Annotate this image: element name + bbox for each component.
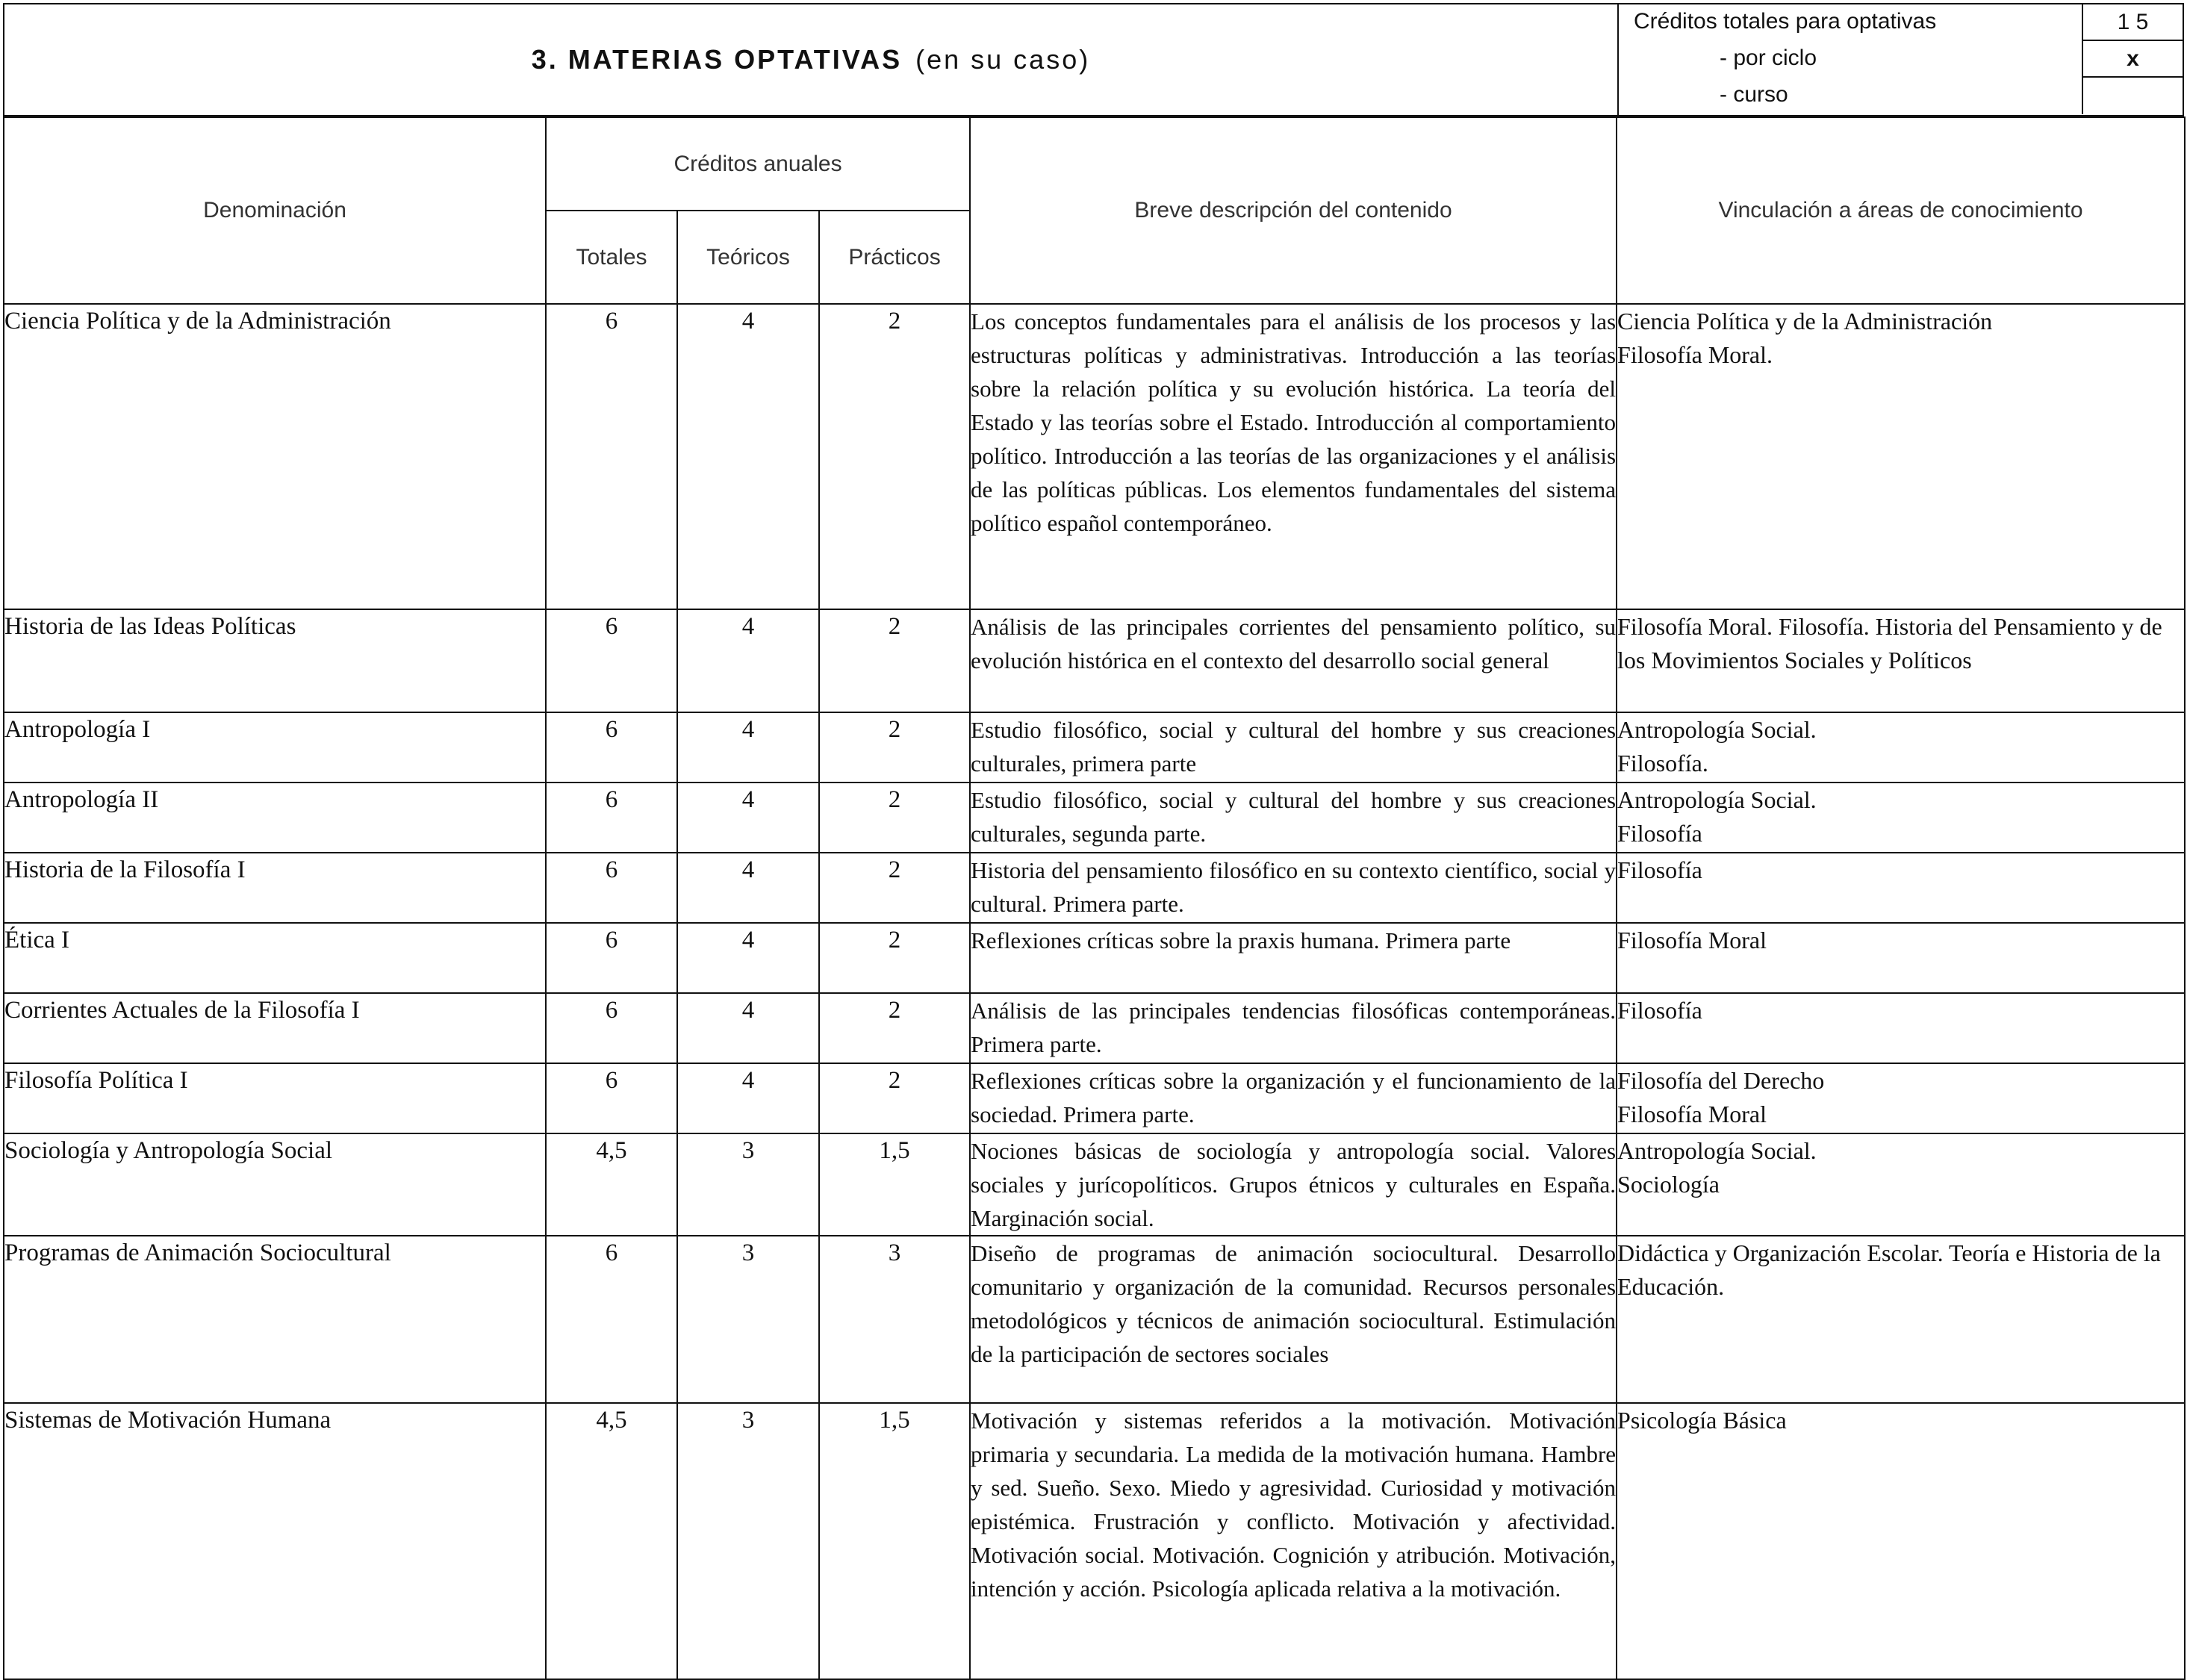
credits-totales: 4,5 <box>546 1133 677 1236</box>
table-row <box>4 993 2185 1063</box>
subject-name: Programas de Animación Sociocultural <box>4 1236 546 1403</box>
credits-practicos: 2 <box>819 1063 970 1133</box>
credits-per-course-label: - curso <box>1720 82 1788 107</box>
subject-name: Corrientes Actuales de la Filosofía I <box>4 993 546 1063</box>
knowledge-areas: Antropología Social. Sociología <box>1617 1133 2185 1236</box>
col-header-teoricos: Teóricos <box>677 211 819 304</box>
credits-totales: 6 <box>546 304 677 609</box>
table-row <box>4 923 2185 993</box>
credits-summary <box>1619 4 2183 115</box>
subject-name: Historia de las Ideas Políticas <box>4 609 546 712</box>
credits-practicos: 2 <box>819 304 970 609</box>
credits-totales: 6 <box>546 1063 677 1133</box>
credits-practicos: 2 <box>819 783 970 853</box>
credits-practicos: 2 <box>819 712 970 783</box>
credits-total-value: 1 5 <box>2082 4 2183 41</box>
credits-practicos: 2 <box>819 609 970 712</box>
credits-per-cycle-row <box>1619 41 2183 78</box>
subject-description: Estudio filosófico, social y cultural del hombre y sus creaciones culturales, segunda parte. <box>970 783 1617 853</box>
credits-teoricos: 3 <box>677 1236 819 1403</box>
credits-per-course-row <box>1619 78 2183 114</box>
subject-description: Motivación y sistemas referidos a la motivación. Motivación primaria y secundaria. La medida de la motivación humana. Hambre y sed. Sueño. Sexo. Miedo y agresividad. Curiosidad y motivación epistémica. Frustración y conflicto. Motivación y afectividad. Motivación social. Motivación. Cognición y atribución. Motivación, intención y acción. Psicología aplicada relativa a la motivación. <box>970 1403 1617 1679</box>
credits-per-cycle-label: - por ciclo <box>1720 46 1817 70</box>
curriculum-sheet <box>3 3 2184 1602</box>
knowledge-areas: Psicología Básica <box>1617 1403 2185 1679</box>
credits-totales: 6 <box>546 609 677 712</box>
knowledge-areas: Filosofía Moral. Filosofía. Historia del Pensamiento y de los Movimientos Sociales y Políticos <box>1617 609 2185 712</box>
col-header-totales: Totales <box>546 211 677 304</box>
knowledge-areas: Ciencia Política y de la Administración Filosofía Moral. <box>1617 304 2185 609</box>
table-row <box>4 1133 2185 1236</box>
subject-description: Los conceptos fundamentales para el análisis de los procesos y las estructuras políticas y administrativas. Introducción a las teorías sobre la relación política y su evolución histórica. La teoría del Estado y las teorías sobre el Estado. Introducción al comportamiento político. Introducción a las teorías de las organizaciones y el análisis de las políticas públicas. Los elementos fundamentales del sistema político español contemporáneo. <box>970 304 1617 609</box>
subject-name: Ciencia Política y de la Administración <box>4 304 546 609</box>
col-header-vinculacion: Vinculación a áreas de conocimiento <box>1617 117 2185 304</box>
credits-totales: 6 <box>546 1236 677 1403</box>
credits-practicos: 1,5 <box>819 1133 970 1236</box>
credits-teoricos: 4 <box>677 609 819 712</box>
subject-name: Ética I <box>4 923 546 993</box>
subject-description: Nociones básicas de sociología y antropología social. Valores sociales y jurícopolíticos. Grupos étnicos y culturales en España. Marginación social. <box>970 1133 1617 1236</box>
table-row <box>4 609 2185 712</box>
credits-totales: 6 <box>546 853 677 923</box>
subjects-table-header <box>4 117 2185 304</box>
credits-teoricos: 3 <box>677 1403 819 1679</box>
table-row <box>4 712 2185 783</box>
col-header-creditos: Créditos anuales <box>546 117 970 211</box>
subject-description: Análisis de las principales corrientes del pensamiento político, su evolución histórica en el contexto del desarrollo social general <box>970 609 1617 712</box>
section-header <box>3 3 2184 116</box>
knowledge-areas: Didáctica y Organización Escolar. Teoría e Historia de la Educación. <box>1617 1236 2185 1403</box>
section-title-suffix: (en su caso) <box>915 44 1091 75</box>
subject-description: Reflexiones críticas sobre la praxis humana. Primera parte <box>970 923 1617 993</box>
table-row <box>4 783 2185 853</box>
subjects-table-body <box>4 304 2185 1679</box>
credits-totales: 6 <box>546 923 677 993</box>
subject-description: Reflexiones críticas sobre la organización y el funcionamiento de la sociedad. Primera parte. <box>970 1063 1617 1133</box>
table-row <box>4 1236 2185 1403</box>
knowledge-areas: Antropología Social. Filosofía <box>1617 783 2185 853</box>
subjects-table <box>3 116 2186 1680</box>
subject-name: Historia de la Filosofía I <box>4 853 546 923</box>
col-header-denominacion: Denominación <box>4 117 546 304</box>
credits-per-cycle-value: x <box>2082 41 2183 78</box>
credits-practicos: 2 <box>819 853 970 923</box>
credits-practicos: 3 <box>819 1236 970 1403</box>
credits-teoricos: 3 <box>677 1133 819 1236</box>
credits-teoricos: 4 <box>677 1063 819 1133</box>
subject-description: Análisis de las principales tendencias filosóficas contemporáneas. Primera parte. <box>970 993 1617 1063</box>
knowledge-areas: Filosofía <box>1617 853 2185 923</box>
credits-total-row <box>1619 4 2183 41</box>
subject-name: Sistemas de Motivación Humana <box>4 1403 546 1679</box>
credits-teoricos: 4 <box>677 923 819 993</box>
col-header-descripcion: Breve descripción del contenido <box>970 117 1617 304</box>
credits-teoricos: 4 <box>677 783 819 853</box>
subject-description: Estudio filosófico, social y cultural del hombre y sus creaciones culturales, primera parte <box>970 712 1617 783</box>
table-row <box>4 1403 2185 1679</box>
credits-teoricos: 4 <box>677 712 819 783</box>
credits-per-course-value <box>2082 78 2183 114</box>
credits-totales: 6 <box>546 783 677 853</box>
table-row <box>4 304 2185 609</box>
subject-name: Sociología y Antropología Social <box>4 1133 546 1236</box>
subject-description: Historia del pensamiento filosófico en su contexto científico, social y cultural. Primera parte. <box>970 853 1617 923</box>
table-row <box>4 1063 2185 1133</box>
section-title-text: 3. MATERIAS OPTATIVAS <box>531 44 903 75</box>
credits-teoricos: 4 <box>677 853 819 923</box>
credits-practicos: 2 <box>819 993 970 1063</box>
knowledge-areas: Filosofía <box>1617 993 2185 1063</box>
subject-name: Filosofía Política I <box>4 1063 546 1133</box>
credits-practicos: 2 <box>819 923 970 993</box>
credits-totales: 6 <box>546 993 677 1063</box>
subject-description: Diseño de programas de animación sociocultural. Desarrollo comunitario y organización de la comunidad. Recursos personales metodológicos y técnicos de animación sociocultural. Estimulación de la participación de sectores sociales <box>970 1236 1617 1403</box>
col-header-practicos: Prácticos <box>819 211 970 304</box>
table-row <box>4 853 2185 923</box>
credits-teoricos: 4 <box>677 993 819 1063</box>
knowledge-areas: Antropología Social. Filosofía. <box>1617 712 2185 783</box>
knowledge-areas: Filosofía Moral <box>1617 923 2185 993</box>
credits-teoricos: 4 <box>677 304 819 609</box>
subject-name: Antropología I <box>4 712 546 783</box>
subject-name: Antropología II <box>4 783 546 853</box>
knowledge-areas: Filosofía del Derecho Filosofía Moral <box>1617 1063 2185 1133</box>
credits-total-label: Créditos totales para optativas <box>1634 9 1937 34</box>
credits-practicos: 1,5 <box>819 1403 970 1679</box>
section-title <box>4 4 1619 115</box>
credits-totales: 4,5 <box>546 1403 677 1679</box>
credits-totales: 6 <box>546 712 677 783</box>
